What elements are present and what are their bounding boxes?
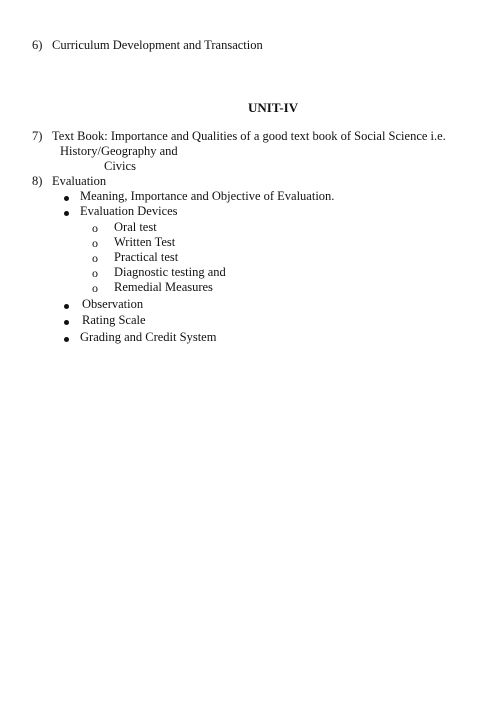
- unit-heading: UNIT-IV: [248, 100, 299, 115]
- sub-bullet-marker: o: [92, 251, 98, 265]
- sub-bullet-marker: o: [92, 236, 98, 250]
- bullet-icon: [64, 211, 69, 216]
- evaluation-point: Evaluation Devices: [80, 204, 178, 218]
- device-item: Remedial Measures: [114, 280, 213, 294]
- evaluation-point: Grading and Credit System: [80, 330, 217, 344]
- sub-bullet-marker: o: [92, 221, 98, 235]
- device-item: Diagnostic testing and: [114, 265, 226, 279]
- item-6: [32, 38, 263, 53]
- device-item: Oral test: [114, 220, 157, 234]
- item-8-number: 8): [32, 174, 43, 188]
- bullet-icon: [64, 337, 69, 342]
- sub-bullet-marker: o: [92, 281, 98, 295]
- device-item: Practical test: [114, 250, 179, 264]
- evaluation-point: Observation: [82, 297, 144, 311]
- item-7-text-line2: History/Geography and: [60, 144, 178, 158]
- bullet-icon: [64, 304, 69, 309]
- bullet-icon: [64, 196, 69, 201]
- evaluation-point: Rating Scale: [82, 313, 146, 327]
- bullet-icon: [64, 320, 69, 325]
- item-7-text-line3: Civics: [104, 159, 136, 173]
- item-7-text-line1: Text Book: Importance and Qualities of a good text book of Social Science i.e.: [52, 129, 446, 143]
- item-6-text: Curriculum Development and Transaction: [52, 38, 263, 52]
- item-6-number: 6): [32, 38, 43, 52]
- item-7-number: 7): [32, 129, 43, 143]
- item-8: [32, 174, 106, 189]
- device-item: Written Test: [114, 235, 176, 249]
- item-8-text: Evaluation: [52, 174, 107, 188]
- evaluation-point: Meaning, Importance and Objective of Evaluation.: [80, 189, 335, 203]
- item-7: [32, 129, 446, 144]
- sub-bullet-marker: o: [92, 266, 98, 280]
